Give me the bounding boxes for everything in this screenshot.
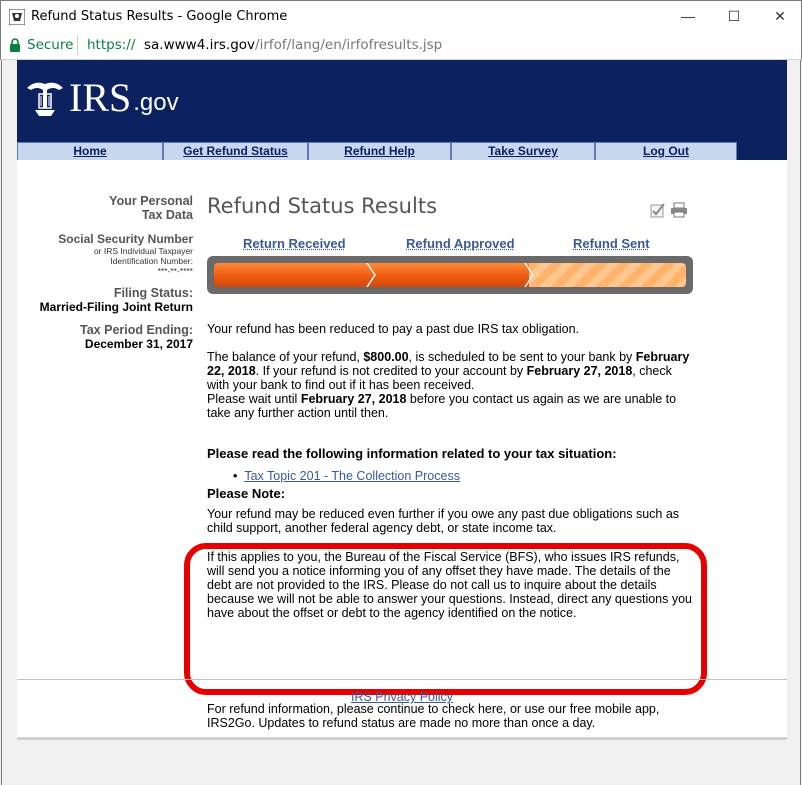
secure-label: Secure xyxy=(27,37,74,53)
window-titlebar xyxy=(0,0,802,32)
checkmark-icon[interactable] xyxy=(651,204,664,217)
minimize-icon: — xyxy=(681,8,695,24)
irs-logo[interactable] xyxy=(25,75,179,120)
page-title: Refund Status Results xyxy=(207,194,438,218)
balance-amount: $800.00 xyxy=(363,350,409,364)
address-bar[interactable] xyxy=(0,32,802,60)
stage-refund-sent[interactable]: Refund Sent xyxy=(573,236,650,251)
refund-progress-bar xyxy=(207,256,693,294)
nav-take-survey[interactable]: Take Survey xyxy=(451,142,595,160)
note-paragraph-2: If this applies to you, the Bureau of the Fiscal Service (BFS), who issues IRS refunds, will send you a notice informing you of any offset they have made. The details of the debt are not provided to the IRS. Please do not call us to inquire about the details because we will not be able to answer your questions. Instead, direct any questions you have about the offset or debt to the agency identified on the notice. xyxy=(207,550,693,620)
lock-icon xyxy=(9,38,21,52)
progress-divider-icon xyxy=(365,263,379,287)
taxpayer-sidebar xyxy=(17,194,193,351)
minimize-button[interactable] xyxy=(665,1,711,31)
ssn-value: ***-**-**** xyxy=(157,266,193,276)
irs-favicon-icon xyxy=(9,9,25,25)
main-nav xyxy=(17,142,787,160)
progress-segment-sent xyxy=(529,263,686,287)
irs-page xyxy=(17,60,787,740)
close-icon: ✕ xyxy=(774,7,786,24)
wait-text-1: Please wait until xyxy=(207,392,301,406)
tax-situation-heading: Please read the following information related to your tax situation: xyxy=(207,446,617,461)
tax-topic-201-link[interactable]: Tax Topic 201 - The Collection Process xyxy=(244,469,460,483)
filing-status-label: Filing Status: xyxy=(113,286,193,300)
balance-text-3: . If your refund is not credited to your account by xyxy=(255,364,527,378)
wait-text-2: before you contact us again as we are unable to take any further action until then. xyxy=(207,392,677,420)
balance-paragraph xyxy=(207,350,693,420)
highlight-annotation xyxy=(184,543,707,695)
progress-divider-icon xyxy=(523,263,537,287)
close-button[interactable] xyxy=(757,1,802,31)
scheduled-date: February 22, 2018 xyxy=(207,350,690,378)
address-divider xyxy=(77,35,78,55)
balance-text-4: , check with your bank to find out if it has been received. xyxy=(207,364,672,392)
balance-text-1: The balance of your refund, xyxy=(207,350,364,364)
logo-irs-text: IRS xyxy=(69,75,132,120)
url-host: sa.www4.irs.gov xyxy=(144,37,256,53)
window-title: Refund Status Results - Google Chrome xyxy=(31,9,288,24)
maximize-button[interactable] xyxy=(711,1,757,31)
note-paragraph-1: Your refund may be reduced even further if you owe any past due obligations such as child support, another federal agency debt, or state income tax. xyxy=(207,507,680,535)
privacy-policy-link[interactable]: IRS Privacy Policy xyxy=(350,690,454,704)
nav-get-refund-status[interactable]: Get Refund Status xyxy=(163,142,308,160)
filing-status-value: Married-Filing Joint Return xyxy=(39,300,193,314)
maximize-icon: ☐ xyxy=(727,7,741,24)
nav-home[interactable]: Home xyxy=(17,142,163,160)
personal-data-label-2: Tax Data xyxy=(141,208,193,222)
logo-gov-text: .gov xyxy=(133,89,179,116)
refund-reduced-text: Your refund has been reduced to pay a past due IRS tax obligation. xyxy=(207,322,580,336)
personal-data-label-1: Your Personal xyxy=(109,194,193,208)
balance-text-2: , is scheduled to be sent to your bank by xyxy=(408,350,633,364)
stage-refund-approved[interactable]: Refund Approved xyxy=(406,236,515,251)
page-tools xyxy=(650,202,692,218)
print-icon[interactable] xyxy=(671,203,687,217)
url-text[interactable] xyxy=(144,37,442,53)
progress-segment-approved xyxy=(371,263,529,287)
url-scheme: https:// xyxy=(87,37,136,53)
refund-stages xyxy=(207,236,693,252)
tax-period-value: December 31, 2017 xyxy=(84,337,193,351)
progress-segment-received xyxy=(214,263,371,287)
credit-date: February 27, 2018 xyxy=(526,364,633,378)
ssn-label: Social Security Number xyxy=(58,232,193,246)
tax-period-label: Tax Period Ending: xyxy=(80,323,193,337)
url-path: /irfof/lang/en/irfofresults.jsp xyxy=(255,37,443,53)
stage-return-received[interactable]: Return Received xyxy=(243,236,346,251)
refund-info-footer-text: For refund information, please continue to check here, or use our free mobile app, IRS2Go. Updates to refund status are made no more than once a day. xyxy=(207,702,660,730)
ssn-subtext-2: Identification Number: xyxy=(110,256,193,266)
page-bottom-border xyxy=(17,737,787,740)
footer-divider xyxy=(17,679,787,680)
ssn-subtext-1: or IRS Individual Taxpayer xyxy=(93,246,193,256)
wait-date: February 27, 2018 xyxy=(300,392,407,406)
nav-log-out[interactable]: Log Out xyxy=(595,142,737,160)
nav-refund-help[interactable]: Refund Help xyxy=(308,142,451,160)
bullet-icon: • xyxy=(233,469,245,483)
irs-eagle-icon xyxy=(25,78,65,118)
browser-viewport xyxy=(1,60,801,785)
note-heading: Please Note: xyxy=(207,486,286,501)
topic-list-item xyxy=(233,469,693,483)
irs-header xyxy=(17,60,787,160)
